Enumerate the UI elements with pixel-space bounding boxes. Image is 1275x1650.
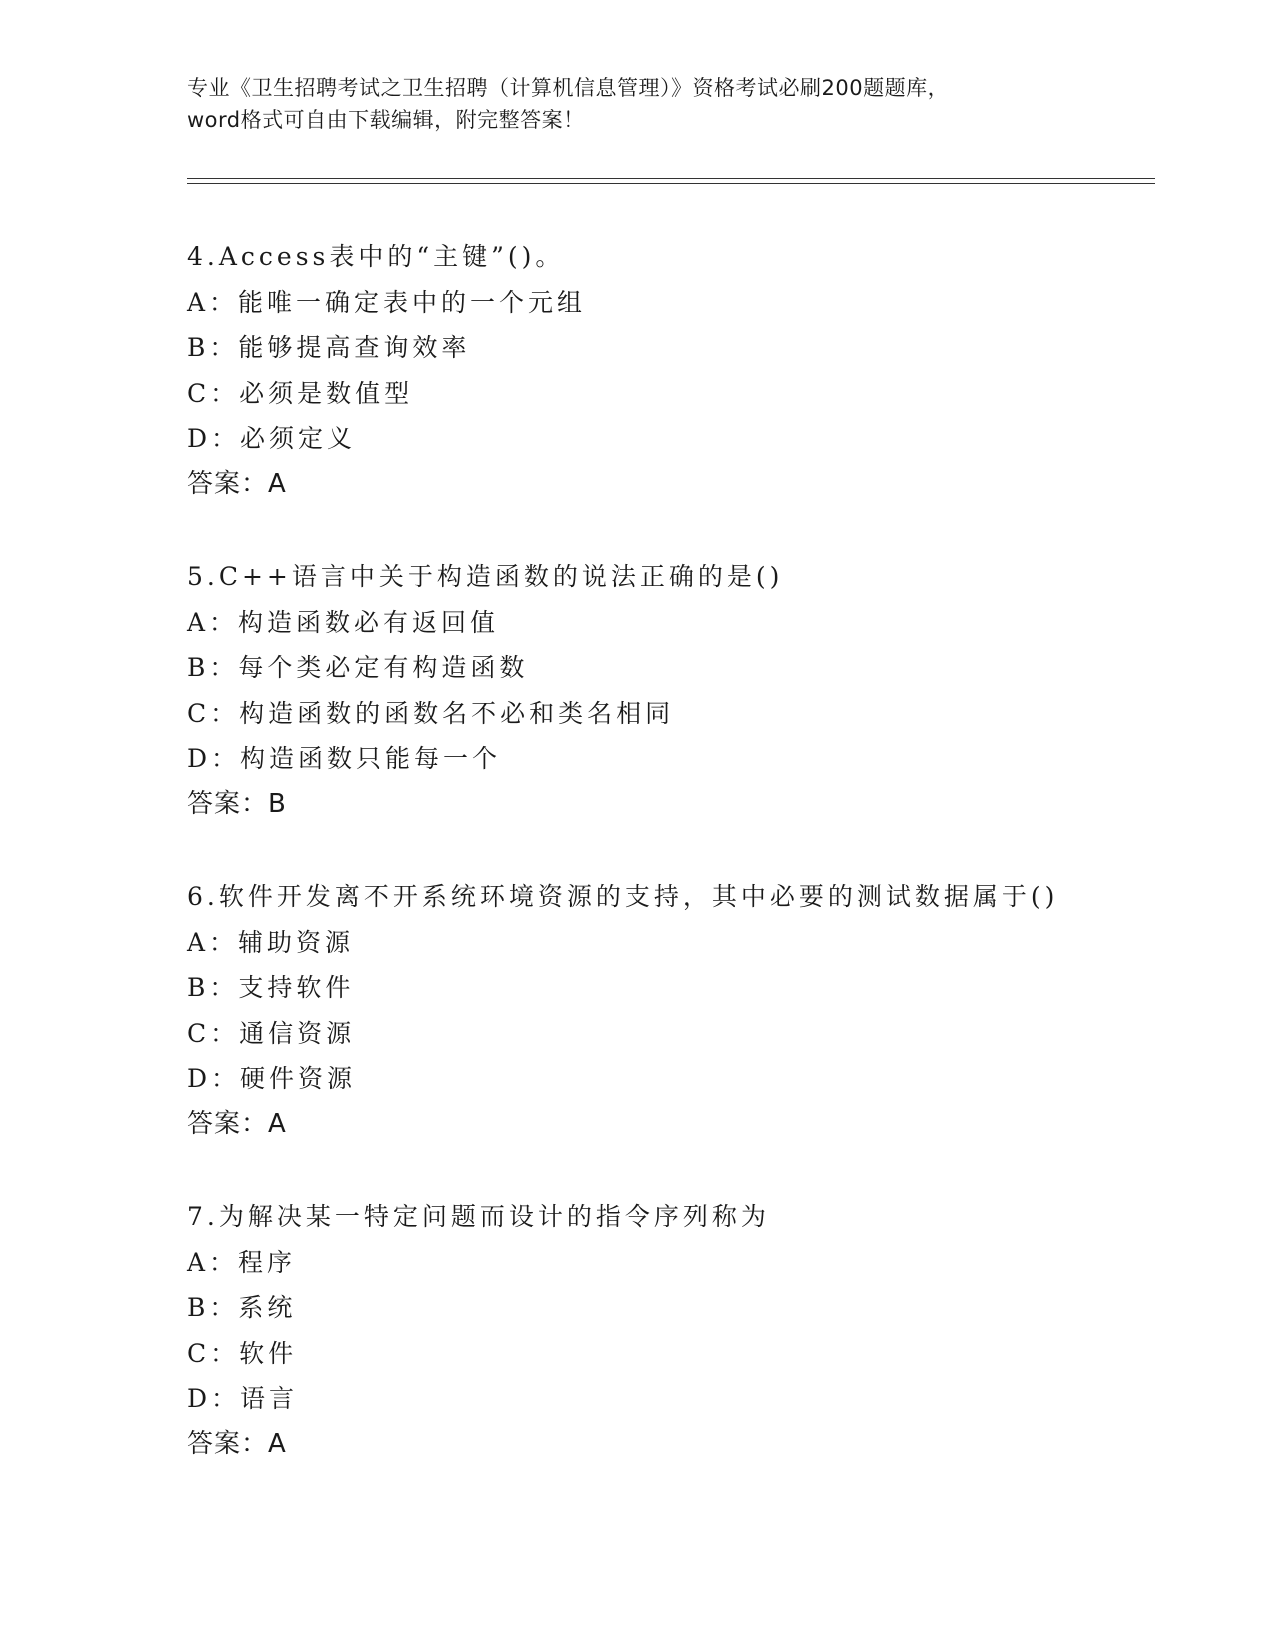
option-d: D：必须定义	[187, 424, 357, 454]
option-d: D：语言	[187, 1384, 299, 1414]
option-d: D：构造函数只能每一个	[187, 744, 502, 774]
option-b: B：能够提高查询效率	[187, 333, 471, 363]
header-title-line-2: word格式可自由下载编辑，附完整答案！	[187, 108, 585, 132]
option-c: C：构造函数的函数名不必和类名相同	[187, 698, 675, 728]
question-block	[187, 874, 1147, 1148]
option-c: C：必须是数值型	[187, 378, 414, 408]
question-block	[187, 1194, 1147, 1468]
question-stem: 5.C++语言中关于构造函数的说法正确的是()	[187, 562, 784, 591]
question-block	[187, 234, 1147, 508]
header-divider-top	[187, 178, 1155, 179]
option-a: A：辅助资源	[187, 927, 355, 957]
option-a: A：程序	[187, 1247, 297, 1277]
answer-label: 答案：A	[187, 1108, 287, 1139]
question-stem: 4.Access表中的“主键”()。	[187, 242, 565, 271]
answer-label: 答案：B	[187, 788, 287, 819]
header-divider-bottom	[187, 183, 1155, 184]
option-b: B：支持软件	[187, 973, 355, 1003]
option-d: D：硬件资源	[187, 1064, 357, 1094]
answer-label: 答案：A	[187, 468, 287, 499]
document-header	[187, 72, 1107, 136]
question-block	[187, 554, 1147, 828]
option-b: B：系统	[187, 1293, 297, 1323]
question-stem: 7.为解决某一特定问题而设计的指令序列称为	[187, 1202, 770, 1231]
header-title-line-1: 专业《卫生招聘考试之卫生招聘（计算机信息管理）》资格考试必刷200题题库，	[187, 76, 950, 100]
option-b: B：每个类必定有构造函数	[187, 653, 529, 683]
answer-label: 答案：A	[187, 1428, 287, 1459]
option-a: A：构造函数必有返回值	[187, 607, 500, 637]
option-c: C：通信资源	[187, 1018, 356, 1048]
option-c: C：软件	[187, 1338, 298, 1368]
option-a: A：能唯一确定表中的一个元组	[187, 287, 587, 317]
question-stem: 6.软件开发离不开系统环境资源的支持，其中必要的测试数据属于()	[187, 882, 1059, 911]
